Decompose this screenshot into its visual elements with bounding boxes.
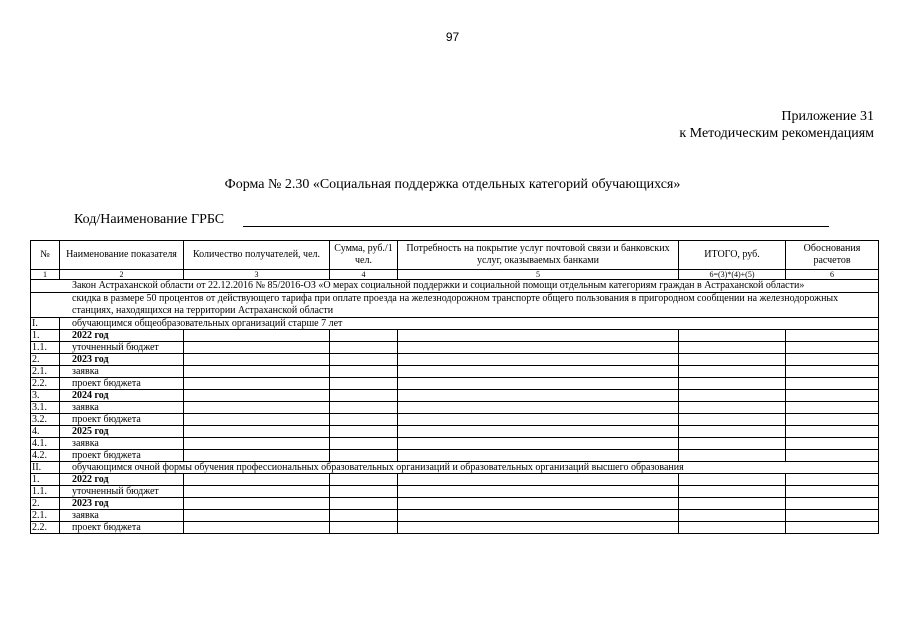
table-row — [31, 474, 879, 486]
total-cell[interactable] — [679, 342, 786, 354]
justification-cell[interactable] — [786, 426, 879, 438]
table-row — [31, 426, 879, 438]
services-cell[interactable] — [398, 414, 679, 426]
column-number: 2 — [60, 270, 184, 280]
services-cell[interactable] — [398, 438, 679, 450]
justification-cell[interactable] — [786, 522, 879, 534]
discount-text: скидка в размере 50 процентов от действующего тарифа при оплате проезда на железнодорожном транспорте общего пользования в пригородном сообщении на железнодорожных станциях, находящихся на территории Астраханской области — [31, 293, 879, 318]
row-number: 4.2. — [31, 450, 60, 462]
page-number: 97 — [445, 30, 460, 44]
amount-cell[interactable] — [330, 510, 398, 522]
total-cell[interactable] — [679, 438, 786, 450]
law-text: Закон Астраханской области от 22.12.2016 № 85/2016-ОЗ «О мерах социальной поддержки и социальной помощи отдельным категориям граждан в Астраханской области» — [31, 280, 879, 293]
recipients-cell[interactable] — [184, 486, 330, 498]
justification-cell[interactable] — [786, 510, 879, 522]
column-number: 5 — [398, 270, 679, 280]
table-row — [31, 498, 879, 510]
discount-row — [31, 293, 879, 318]
table-row — [31, 390, 879, 402]
total-cell[interactable] — [679, 522, 786, 534]
section-row — [31, 462, 879, 474]
justification-cell[interactable] — [786, 414, 879, 426]
row-label: 2022 год — [60, 474, 184, 486]
row-number: 2. — [31, 498, 60, 510]
justification-cell[interactable] — [786, 366, 879, 378]
amount-cell[interactable] — [330, 522, 398, 534]
row-label: уточненный бюджет — [60, 486, 184, 498]
services-cell[interactable] — [398, 366, 679, 378]
services-cell[interactable] — [398, 378, 679, 390]
total-cell[interactable] — [679, 366, 786, 378]
section-label: обучающимся общеобразовательных организаций старше 7 лет — [60, 318, 879, 330]
table-row — [31, 438, 879, 450]
row-label: 2022 год — [60, 330, 184, 342]
row-number: 1.1. — [31, 342, 60, 354]
form-title: Форма № 2.30 «Социальная поддержка отдельных категорий обучающихся» — [224, 177, 681, 192]
services-cell[interactable] — [398, 330, 679, 342]
amount-cell[interactable] — [330, 330, 398, 342]
table-row — [31, 486, 879, 498]
column-number: 4 — [330, 270, 398, 280]
justification-cell[interactable] — [786, 342, 879, 354]
justification-cell[interactable] — [786, 438, 879, 450]
amount-cell[interactable] — [330, 378, 398, 390]
table-row — [31, 330, 879, 342]
recipients-cell[interactable] — [184, 414, 330, 426]
amount-cell[interactable] — [330, 390, 398, 402]
justification-cell[interactable] — [786, 390, 879, 402]
amount-cell[interactable] — [330, 426, 398, 438]
table-row — [31, 354, 879, 366]
justification-cell[interactable] — [786, 474, 879, 486]
row-label: 2024 год — [60, 390, 184, 402]
row-number: 3. — [31, 390, 60, 402]
appendix-line-2: к Методическим рекомендациям — [679, 126, 874, 141]
row-label: проект бюджета — [60, 450, 184, 462]
row-label: уточненный бюджет — [60, 342, 184, 354]
justification-cell[interactable] — [786, 486, 879, 498]
amount-cell[interactable] — [330, 354, 398, 366]
justification-cell[interactable] — [786, 378, 879, 390]
recipients-cell[interactable] — [184, 426, 330, 438]
recipients-cell[interactable] — [184, 342, 330, 354]
services-cell[interactable] — [398, 390, 679, 402]
row-number: 3.1. — [31, 402, 60, 414]
recipients-cell[interactable] — [184, 366, 330, 378]
column-number: 1 — [31, 270, 60, 280]
table-row — [31, 510, 879, 522]
row-number: 4. — [31, 426, 60, 438]
total-cell[interactable] — [679, 426, 786, 438]
services-cell[interactable] — [398, 498, 679, 510]
row-label: заявка — [60, 402, 184, 414]
row-label: проект бюджета — [60, 522, 184, 534]
row-label: проект бюджета — [60, 414, 184, 426]
justification-cell[interactable] — [786, 354, 879, 366]
amount-cell[interactable] — [330, 342, 398, 354]
header-cell-justification: Обоснования расчетов — [786, 241, 879, 270]
services-cell[interactable] — [398, 426, 679, 438]
row-label: заявка — [60, 510, 184, 522]
amount-cell[interactable] — [330, 366, 398, 378]
total-cell[interactable] — [679, 510, 786, 522]
services-cell[interactable] — [398, 510, 679, 522]
recipients-cell[interactable] — [184, 330, 330, 342]
header-cell-amount: Сумма, руб./1 чел. — [330, 241, 398, 270]
row-number: 1.1. — [31, 486, 60, 498]
total-cell[interactable] — [679, 330, 786, 342]
justification-cell[interactable] — [786, 402, 879, 414]
appendix-line-1: Приложение 31 — [781, 109, 874, 124]
header-cell-recipients: Количество получателей, чел. — [184, 241, 330, 270]
form-table — [30, 240, 879, 534]
justification-cell[interactable] — [786, 330, 879, 342]
recipients-cell[interactable] — [184, 354, 330, 366]
recipients-cell[interactable] — [184, 378, 330, 390]
appendix-header — [679, 108, 874, 142]
services-cell[interactable] — [398, 402, 679, 414]
justification-cell[interactable] — [786, 450, 879, 462]
column-number: 6=(3)*(4)+(5) — [679, 270, 786, 280]
amount-cell[interactable] — [330, 402, 398, 414]
column-number-row — [31, 270, 879, 280]
total-cell[interactable] — [679, 498, 786, 510]
column-number: 6 — [786, 270, 879, 280]
table-row — [31, 522, 879, 534]
row-label: 2023 год — [60, 498, 184, 510]
total-cell[interactable] — [679, 402, 786, 414]
row-number: 1. — [31, 474, 60, 486]
services-cell[interactable] — [398, 522, 679, 534]
grbs-input-line[interactable] — [243, 226, 829, 227]
row-number: 2. — [31, 354, 60, 366]
recipients-cell[interactable] — [184, 402, 330, 414]
recipients-cell[interactable] — [184, 450, 330, 462]
header-cell-number: № — [31, 241, 60, 270]
services-cell[interactable] — [398, 486, 679, 498]
total-cell[interactable] — [679, 450, 786, 462]
table-row — [31, 378, 879, 390]
table-row — [31, 450, 879, 462]
amount-cell[interactable] — [330, 474, 398, 486]
row-number: 4.1. — [31, 438, 60, 450]
services-cell[interactable] — [398, 354, 679, 366]
table-row — [31, 414, 879, 426]
amount-cell[interactable] — [330, 438, 398, 450]
row-label: заявка — [60, 366, 184, 378]
amount-cell[interactable] — [330, 450, 398, 462]
table-row — [31, 342, 879, 354]
services-cell[interactable] — [398, 474, 679, 486]
header-cell-total: ИТОГО, руб. — [679, 241, 786, 270]
row-number: 1. — [31, 330, 60, 342]
row-number: 3.2. — [31, 414, 60, 426]
recipients-cell[interactable] — [184, 474, 330, 486]
header-cell-indicator: Наименование показателя — [60, 241, 184, 270]
section-number: I. — [31, 318, 60, 330]
recipients-cell[interactable] — [184, 438, 330, 450]
row-number: 2.1. — [31, 510, 60, 522]
table-header-row — [31, 241, 879, 270]
total-cell[interactable] — [679, 414, 786, 426]
services-cell[interactable] — [398, 342, 679, 354]
total-cell[interactable] — [679, 378, 786, 390]
row-number: 2.1. — [31, 366, 60, 378]
section-row — [31, 318, 879, 330]
justification-cell[interactable] — [786, 498, 879, 510]
amount-cell[interactable] — [330, 498, 398, 510]
row-number: 2.2. — [31, 522, 60, 534]
section-number: II. — [31, 462, 60, 474]
services-cell[interactable] — [398, 450, 679, 462]
table-row — [31, 402, 879, 414]
row-number: 2.2. — [31, 378, 60, 390]
recipients-cell[interactable] — [184, 498, 330, 510]
recipients-cell[interactable] — [184, 390, 330, 402]
recipients-cell[interactable] — [184, 510, 330, 522]
recipients-cell[interactable] — [184, 522, 330, 534]
total-cell[interactable] — [679, 486, 786, 498]
total-cell[interactable] — [679, 390, 786, 402]
column-number: 3 — [184, 270, 330, 280]
row-label: 2023 год — [60, 354, 184, 366]
total-cell[interactable] — [679, 474, 786, 486]
table-row — [31, 366, 879, 378]
section-label: обучающимся очной формы обучения профессиональных образовательных организаций и образовательных организаций высшего образования — [60, 462, 879, 474]
total-cell[interactable] — [679, 354, 786, 366]
header-cell-services: Потребность на покрытие услуг почтовой связи и банковских услуг, оказываемых банками — [398, 241, 679, 270]
law-row — [31, 280, 879, 293]
row-label: проект бюджета — [60, 378, 184, 390]
row-label: 2025 год — [60, 426, 184, 438]
row-label: заявка — [60, 438, 184, 450]
amount-cell[interactable] — [330, 486, 398, 498]
grbs-label: Код/Наименование ГРБС — [74, 212, 225, 227]
amount-cell[interactable] — [330, 414, 398, 426]
